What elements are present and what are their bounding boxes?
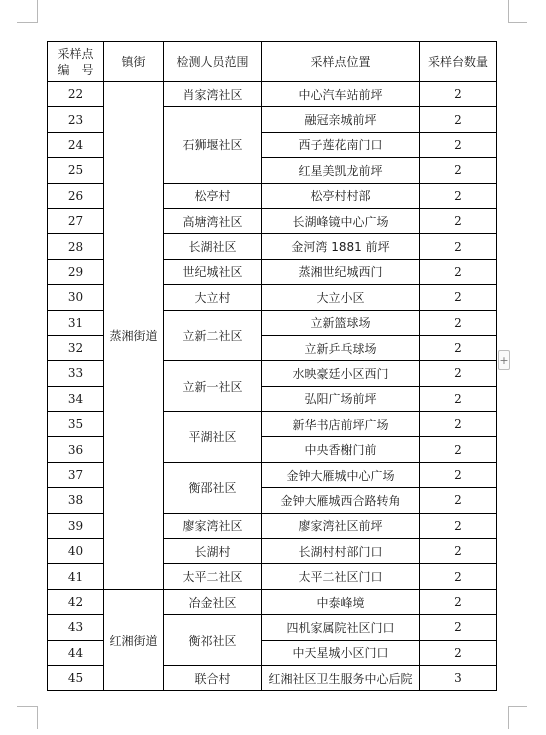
cell-location: 红湘社区卫生服务中心后院: [262, 665, 420, 690]
cell-site-id: 29: [48, 259, 104, 284]
cell-site-id: 27: [48, 208, 104, 233]
cell-location: 立新乒乓球场: [262, 335, 420, 360]
table-body: [48, 82, 497, 691]
cell-site-id: 26: [48, 183, 104, 208]
cell-street: 红湘街道: [104, 589, 164, 691]
cell-site-id: 25: [48, 158, 104, 183]
sampling-sites-table: [47, 41, 497, 691]
cell-count: 2: [420, 640, 497, 665]
header-street: 镇街: [104, 42, 164, 82]
cell-site-id: 23: [48, 107, 104, 132]
cell-location: 中泰峰境: [262, 589, 420, 614]
cell-count: 2: [420, 462, 497, 487]
cell-site-id: 41: [48, 564, 104, 589]
cell-count: 2: [420, 107, 497, 132]
table-add-row-plus-icon[interactable]: +: [498, 350, 510, 370]
cell-site-id: 32: [48, 335, 104, 360]
cell-location: 太平二社区门口: [262, 564, 420, 589]
page-corner-mark-bottom-left: [17, 706, 38, 729]
cell-location: 水映豪廷小区西门: [262, 361, 420, 386]
header-location: 采样点位置: [262, 42, 420, 82]
cell-community: 肖家湾社区: [164, 82, 262, 107]
cell-location: 四机家属院社区门口: [262, 615, 420, 640]
cell-community: 立新一社区: [164, 361, 262, 412]
cell-site-id: 30: [48, 285, 104, 310]
cell-location: 红星美凯龙前坪: [262, 158, 420, 183]
cell-count: 2: [420, 132, 497, 157]
cell-site-id: 43: [48, 615, 104, 640]
cell-community: 衡邵社区: [164, 462, 262, 513]
table-row: [48, 82, 497, 107]
page-corner-mark-bottom-right: [508, 706, 527, 729]
cell-site-id: 40: [48, 539, 104, 564]
cell-count: 2: [420, 361, 497, 386]
header-site-id-line2: 编 号: [57, 62, 94, 77]
cell-location: 长湖村村部门口: [262, 539, 420, 564]
cell-location: 金钟大雁城西合路转角: [262, 488, 420, 513]
cell-site-id: 37: [48, 462, 104, 487]
cell-count: 2: [420, 437, 497, 462]
cell-count: 2: [420, 183, 497, 208]
cell-location: 大立小区: [262, 285, 420, 310]
cell-count: 2: [420, 158, 497, 183]
cell-site-id: 35: [48, 412, 104, 437]
cell-community: 世纪城社区: [164, 259, 262, 284]
cell-site-id: 44: [48, 640, 104, 665]
cell-count: 2: [420, 234, 497, 259]
cell-location: 中央香榭门前: [262, 437, 420, 462]
table-header-row: [48, 42, 497, 82]
cell-community: 冶金社区: [164, 589, 262, 614]
cell-site-id: 24: [48, 132, 104, 157]
header-site-id: [48, 42, 104, 82]
cell-site-id: 42: [48, 589, 104, 614]
cell-community: 高塘湾社区: [164, 208, 262, 233]
cell-count: 2: [420, 412, 497, 437]
cell-community: 石狮堰社区: [164, 107, 262, 183]
page-corner-mark-top-right: [508, 0, 527, 23]
cell-street: 蒸湘街道: [104, 82, 164, 590]
cell-location: 中心汽车站前坪: [262, 82, 420, 107]
cell-community: 松亭村: [164, 183, 262, 208]
cell-site-id: 39: [48, 513, 104, 538]
cell-count: 2: [420, 310, 497, 335]
cell-site-id: 28: [48, 234, 104, 259]
cell-location: 西子莲花南门口: [262, 132, 420, 157]
cell-site-id: 34: [48, 386, 104, 411]
cell-site-id: 36: [48, 437, 104, 462]
cell-count: 2: [420, 285, 497, 310]
cell-site-id: 31: [48, 310, 104, 335]
cell-count: 2: [420, 615, 497, 640]
cell-count: 2: [420, 513, 497, 538]
cell-location: 融冠亲城前坪: [262, 107, 420, 132]
cell-community: 平湖社区: [164, 412, 262, 463]
cell-location: 金钟大雁城中心广场: [262, 462, 420, 487]
cell-count: 2: [420, 386, 497, 411]
cell-site-id: 38: [48, 488, 104, 513]
cell-location: 长湖峰镜中心广场: [262, 208, 420, 233]
cell-community: 长湖村: [164, 539, 262, 564]
cell-count: 3: [420, 665, 497, 690]
cell-location: 新华书店前坪广场: [262, 412, 420, 437]
cell-community: 太平二社区: [164, 564, 262, 589]
cell-community: 衡祁社区: [164, 615, 262, 666]
cell-count: 2: [420, 208, 497, 233]
cell-count: 2: [420, 335, 497, 360]
cell-community: 长湖社区: [164, 234, 262, 259]
cell-site-id: 45: [48, 665, 104, 690]
cell-location: 中天星城小区门口: [262, 640, 420, 665]
cell-location: 蒸湘世纪城西门: [262, 259, 420, 284]
cell-count: 2: [420, 589, 497, 614]
cell-community: 大立村: [164, 285, 262, 310]
cell-location: 廖家湾社区前坪: [262, 513, 420, 538]
cell-site-id: 22: [48, 82, 104, 107]
cell-count: 2: [420, 259, 497, 284]
cell-site-id: 33: [48, 361, 104, 386]
cell-count: 2: [420, 564, 497, 589]
cell-community: 廖家湾社区: [164, 513, 262, 538]
page-corner-mark-top-left: [17, 0, 38, 23]
cell-location: 弘阳广场前坪: [262, 386, 420, 411]
cell-location: 立新篮球场: [262, 310, 420, 335]
table-row: [48, 589, 497, 614]
cell-count: 2: [420, 488, 497, 513]
cell-community: 联合村: [164, 665, 262, 690]
header-site-id-line1: 采样点: [57, 46, 94, 61]
header-count: 采样台数量: [420, 42, 497, 82]
cell-community: 立新二社区: [164, 310, 262, 361]
cell-count: 2: [420, 82, 497, 107]
cell-location: 金河湾 1881 前坪: [262, 234, 420, 259]
cell-count: 2: [420, 539, 497, 564]
cell-location: 松亭村村部: [262, 183, 420, 208]
header-community: 检测人员范围: [164, 42, 262, 82]
